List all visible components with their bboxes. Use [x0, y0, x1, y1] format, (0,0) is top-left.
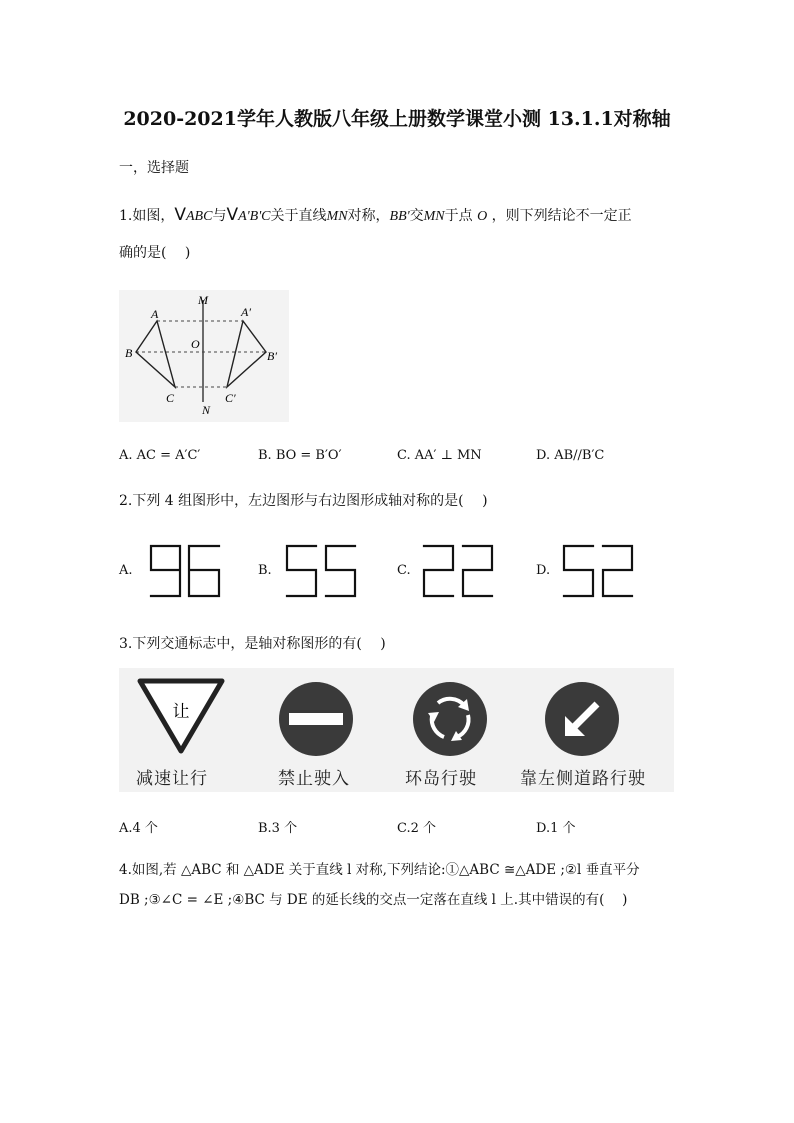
no-entry-bar [289, 713, 343, 725]
yield-sign-icon [136, 675, 226, 755]
q1-ask: ，则下列结论不一定正 [491, 208, 632, 224]
q3-option-c[interactable]: C.2 个 [397, 821, 437, 836]
sign-caption-4: 靠左侧道路行驶 [520, 769, 646, 789]
page-title: 2020-2021学年人教版八年级上册数学课堂小测 13.1.1对称轴 [123, 108, 671, 130]
label-a: A [151, 307, 159, 321]
digit-five-icon [326, 546, 355, 596]
label-m: M [198, 293, 208, 307]
q3-option-b[interactable]: B.3 个 [258, 821, 298, 836]
digit-two-icon [603, 546, 632, 596]
question-1-line-2: 确的是( ) [119, 245, 191, 261]
q1-at-point: 于点 [444, 208, 473, 224]
q1-option-a[interactable]: A. AC = A′C′ [119, 448, 201, 463]
yield-char: 让 [172, 702, 190, 722]
digit-five-icon [287, 546, 316, 596]
question-4-line-1: 4.如图,若 △ABC 和 △ADE 关于直线 l 对称,下列结论:①△ABC ≅△ADE ;②l 垂直平分 [119, 862, 640, 878]
q2-digits-a [148, 542, 224, 600]
q2-digits-c [421, 542, 497, 600]
q1-line-mn: MN [326, 209, 348, 224]
q2-option-b-label[interactable]: B. [258, 563, 272, 578]
question-3-text: 3.下列交通标志中，是轴对称图形的有( ) [119, 636, 386, 652]
sign-caption-1: 减速让行 [136, 769, 208, 789]
label-n: N [202, 403, 211, 417]
digit-five-icon [564, 546, 593, 596]
q1-about-line: 关于直线 [270, 208, 327, 224]
q1-option-c[interactable]: C. AA′ ⊥ MN [397, 448, 482, 463]
label-b: B [125, 346, 133, 360]
q2-digits-b [284, 542, 360, 600]
q1-figure [119, 290, 289, 422]
label-b-prime: B′ [267, 349, 277, 363]
q2-digits-d [561, 542, 637, 600]
triangle-symbol-icon: V [174, 205, 186, 225]
keep-left-sign-icon [543, 680, 621, 758]
section-heading: 一，选择题 [119, 160, 189, 176]
q1-option-b[interactable]: B. BO = B′O′ [258, 448, 342, 463]
q1-prefix: 1.如图， [119, 208, 175, 224]
digit-nine-icon [151, 546, 180, 596]
q1-intersects: 交 [409, 208, 424, 224]
q2-option-a-label[interactable]: A. [119, 563, 133, 578]
q2-option-c-label[interactable]: C. [397, 563, 411, 578]
q1-symmetric: 对称， [347, 208, 390, 224]
q1-segment-bb: BB' [389, 209, 410, 224]
q1-triangle-1: ABC [186, 209, 213, 224]
label-c-prime: C′ [225, 391, 236, 405]
sign-caption-2: 禁止驶入 [278, 769, 350, 789]
roundabout-disc [413, 682, 487, 756]
sign-caption-3: 环岛行驶 [405, 769, 477, 789]
roundabout-sign-icon [411, 680, 489, 758]
digit-two-icon [424, 546, 453, 596]
label-a-prime: A′ [241, 305, 251, 319]
digit-two-icon [463, 546, 492, 596]
label-o: O [191, 337, 200, 351]
q1-and: 与 [212, 208, 227, 224]
q3-option-d[interactable]: D.1 个 [536, 821, 576, 836]
q1-option-d[interactable]: D. AB//B′C [536, 448, 605, 463]
label-c: C [166, 391, 175, 405]
q1-line-mn-2: MN [423, 209, 445, 224]
question-1-line-1 [119, 205, 632, 227]
no-entry-sign-icon [277, 680, 355, 758]
q2-option-d-label[interactable]: D. [536, 563, 551, 578]
question-2-text: 2.下列 4 组图形中，左边图形与右边图形成轴对称的是( ) [119, 493, 488, 509]
q1-triangle-2: A'B'C [238, 209, 271, 224]
q1-point-o: O [477, 209, 488, 224]
q3-option-a[interactable]: A.4 个 [119, 821, 158, 836]
triangle-symbol-icon: V [226, 205, 239, 225]
question-4-line-2: DB ;③∠C = ∠E ;④BC 与 DE 的延长线的交点一定落在直线 l 上.其中错误的有( ) [119, 892, 628, 908]
digit-six-icon [189, 546, 219, 596]
